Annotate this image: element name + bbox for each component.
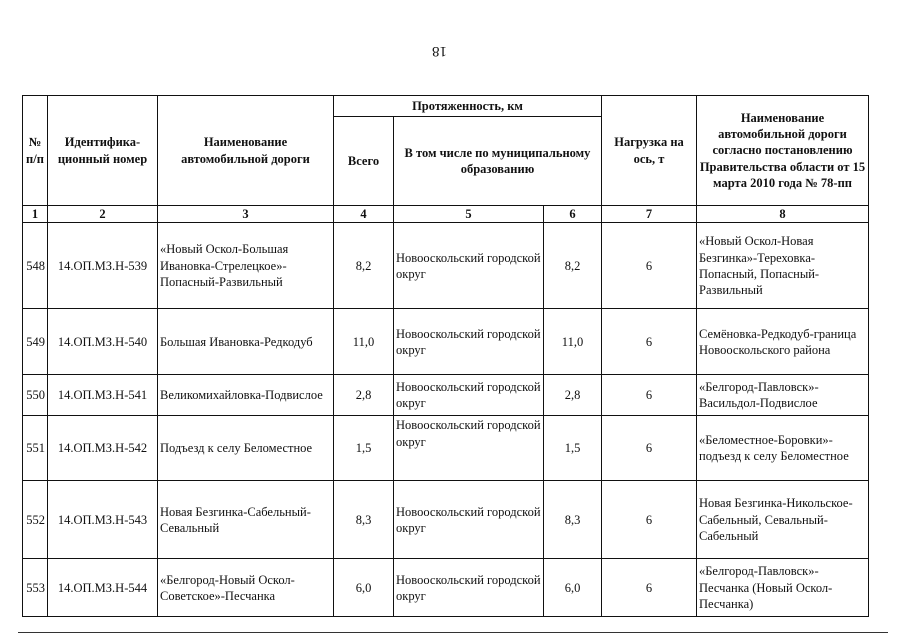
row-old-road-name: Новая Безгинка-Никольское-Сабельный, Севальный-Сабельный (697, 481, 869, 559)
row-old-road-name: Семёновка-Редкодуб-граница Новооскольского района (697, 309, 869, 375)
header-length-group: Протяженность, км (334, 96, 602, 117)
column-number: 3 (158, 206, 334, 223)
row-id: 14.ОП.МЗ.Н-542 (48, 416, 158, 481)
header-col-2: Идентифика-ционный номер (48, 96, 158, 206)
row-municipality: Новооскольский городской округ (394, 309, 544, 375)
row-number: 551 (23, 416, 48, 481)
row-axle-load: 6 (602, 559, 697, 617)
row-municipality: Новооскольский городской округ (394, 375, 544, 416)
row-id: 14.ОП.МЗ.Н-544 (48, 559, 158, 617)
row-number: 552 (23, 481, 48, 559)
row-id: 14.ОП.МЗ.Н-543 (48, 481, 158, 559)
row-old-road-name: «Новый Оскол-Новая Безгинка»-Тереховка-Попасный, Попасный-Развильный (697, 223, 869, 309)
row-total-km: 8,3 (334, 481, 394, 559)
row-total-km: 6,0 (334, 559, 394, 617)
row-old-road-name: «Белгород-Павловск»-Васильдол-Подвислое (697, 375, 869, 416)
roads-table (22, 95, 869, 617)
page-number: 18 (432, 43, 447, 59)
header-col-8: Наименование автомобильной дороги согласно постановлению Правительства области от 15 марта 2010 года № 78-пп (697, 96, 869, 206)
row-axle-load: 6 (602, 375, 697, 416)
row-road-name: Подъезд к селу Беломестное (158, 416, 334, 481)
row-road-name: Великомихайловка-Подвислое (158, 375, 334, 416)
header-col-1: № п/п (23, 96, 48, 206)
row-road-name: Новая Безгинка-Сабельный-Севальный (158, 481, 334, 559)
row-municipality-km: 8,3 (544, 481, 602, 559)
row-municipality-km: 8,2 (544, 223, 602, 309)
table-row (23, 481, 869, 559)
row-municipality-km: 6,0 (544, 559, 602, 617)
row-municipality: Новооскольский городской округ (394, 559, 544, 617)
bottom-divider (18, 632, 888, 633)
row-number: 548 (23, 223, 48, 309)
column-number: 7 (602, 206, 697, 223)
header-col-5: В том числе по муниципальному образованию (394, 117, 602, 206)
row-total-km: 11,0 (334, 309, 394, 375)
row-municipality: Новооскольский городской округ (394, 481, 544, 559)
column-number: 2 (48, 206, 158, 223)
table-row (23, 416, 869, 481)
row-total-km: 8,2 (334, 223, 394, 309)
row-total-km: 1,5 (334, 416, 394, 481)
row-number: 550 (23, 375, 48, 416)
table-row (23, 223, 869, 309)
header-col-3: Наименование автомобильной дороги (158, 96, 334, 206)
row-id: 14.ОП.МЗ.Н-540 (48, 309, 158, 375)
column-number-row (23, 206, 869, 223)
row-axle-load: 6 (602, 223, 697, 309)
row-municipality: Новооскольский городской округ (394, 416, 544, 481)
header-col-7: Нагрузка на ось, т (602, 96, 697, 206)
row-id: 14.ОП.МЗ.Н-541 (48, 375, 158, 416)
row-municipality: Новооскольский городской округ (394, 223, 544, 309)
table-row (23, 309, 869, 375)
row-id: 14.ОП.МЗ.Н-539 (48, 223, 158, 309)
column-number: 6 (544, 206, 602, 223)
row-total-km: 2,8 (334, 375, 394, 416)
table-row (23, 375, 869, 416)
row-road-name: «Новый Оскол-Большая Ивановка-Стрелецкое»-Попасный-Развильный (158, 223, 334, 309)
column-number: 8 (697, 206, 869, 223)
row-old-road-name: «Беломестное-Боровки»-подъезд к селу Беломестное (697, 416, 869, 481)
row-number: 553 (23, 559, 48, 617)
column-number: 1 (23, 206, 48, 223)
row-road-name: Большая Ивановка-Редкодуб (158, 309, 334, 375)
row-number: 549 (23, 309, 48, 375)
row-old-road-name: «Белгород-Павловск»-Песчанка (Новый Оскол-Песчанка) (697, 559, 869, 617)
table-row (23, 559, 869, 617)
row-municipality-km: 11,0 (544, 309, 602, 375)
column-number: 5 (394, 206, 544, 223)
row-axle-load: 6 (602, 309, 697, 375)
row-road-name: «Белгород-Новый Оскол-Советское»-Песчанка (158, 559, 334, 617)
row-municipality-km: 2,8 (544, 375, 602, 416)
row-municipality-km: 1,5 (544, 416, 602, 481)
header-col-4: Всего (334, 117, 394, 206)
row-axle-load: 6 (602, 416, 697, 481)
column-number: 4 (334, 206, 394, 223)
row-axle-load: 6 (602, 481, 697, 559)
